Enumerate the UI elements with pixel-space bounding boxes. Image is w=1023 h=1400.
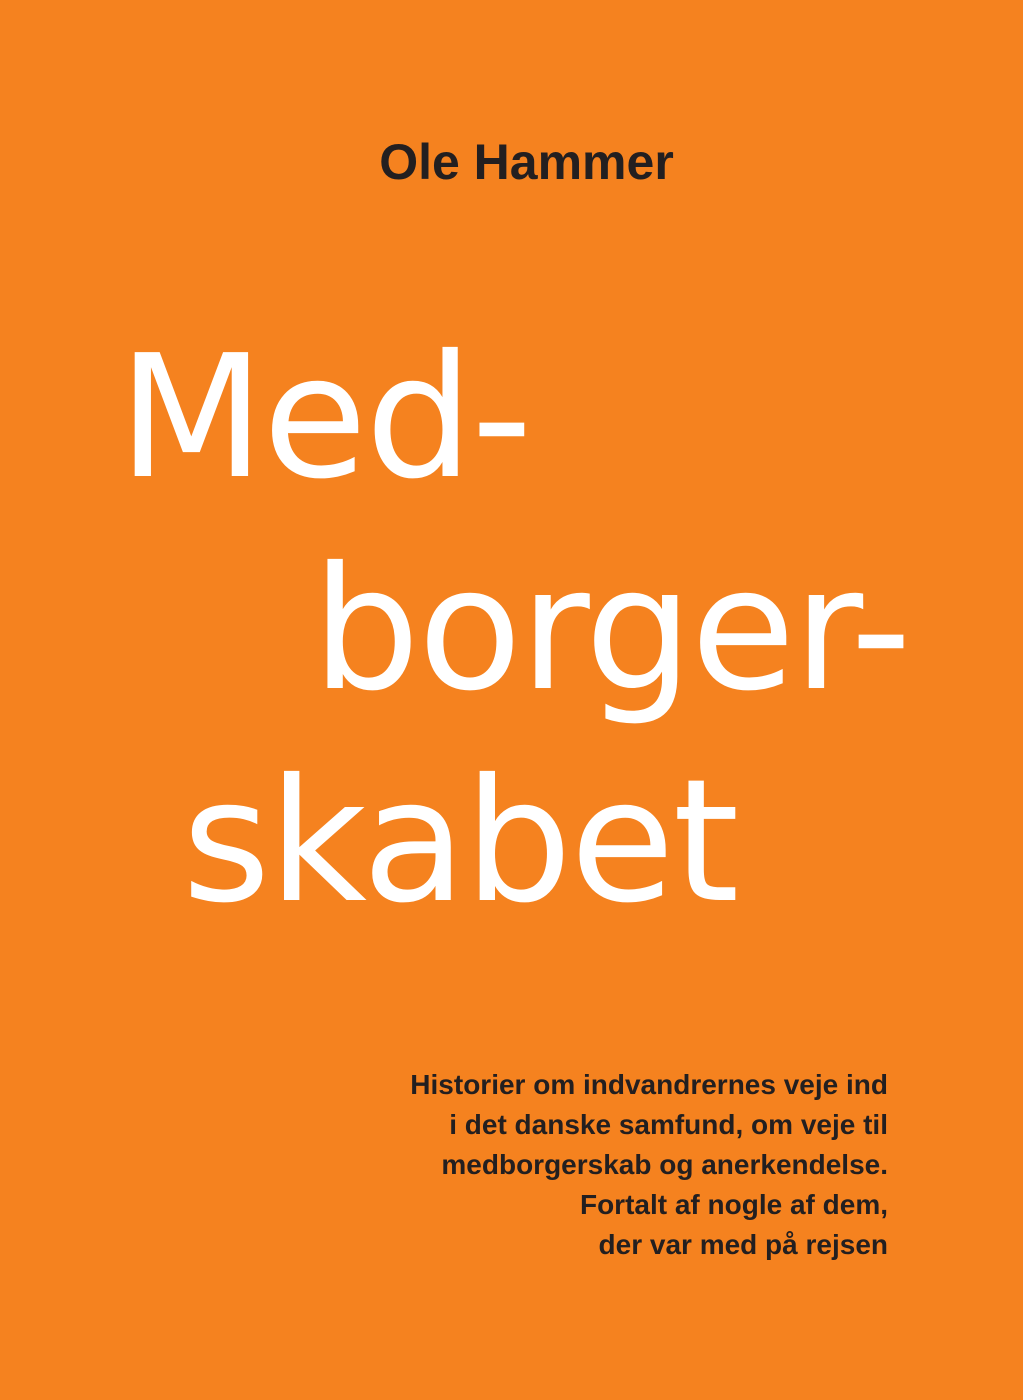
subtitle-line-1: Historier om indvandrernes veje ind (410, 1069, 888, 1100)
subtitle-line-2: i det danske samfund, om veje til (449, 1109, 888, 1140)
subtitle-line-3: medborgerskab og anerkendelse. (441, 1149, 888, 1180)
author-name: Ole Hammer (379, 134, 674, 190)
subtitle (128, 1065, 888, 1265)
title-line-3: skabet (182, 743, 738, 941)
title-line-1: Med- (118, 319, 531, 517)
title-line-2: borger- (312, 531, 910, 729)
subtitle-line-4: Fortalt af nogle af dem, (579, 1189, 888, 1220)
subtitle-line-5: der var med på rejsen (598, 1229, 888, 1260)
